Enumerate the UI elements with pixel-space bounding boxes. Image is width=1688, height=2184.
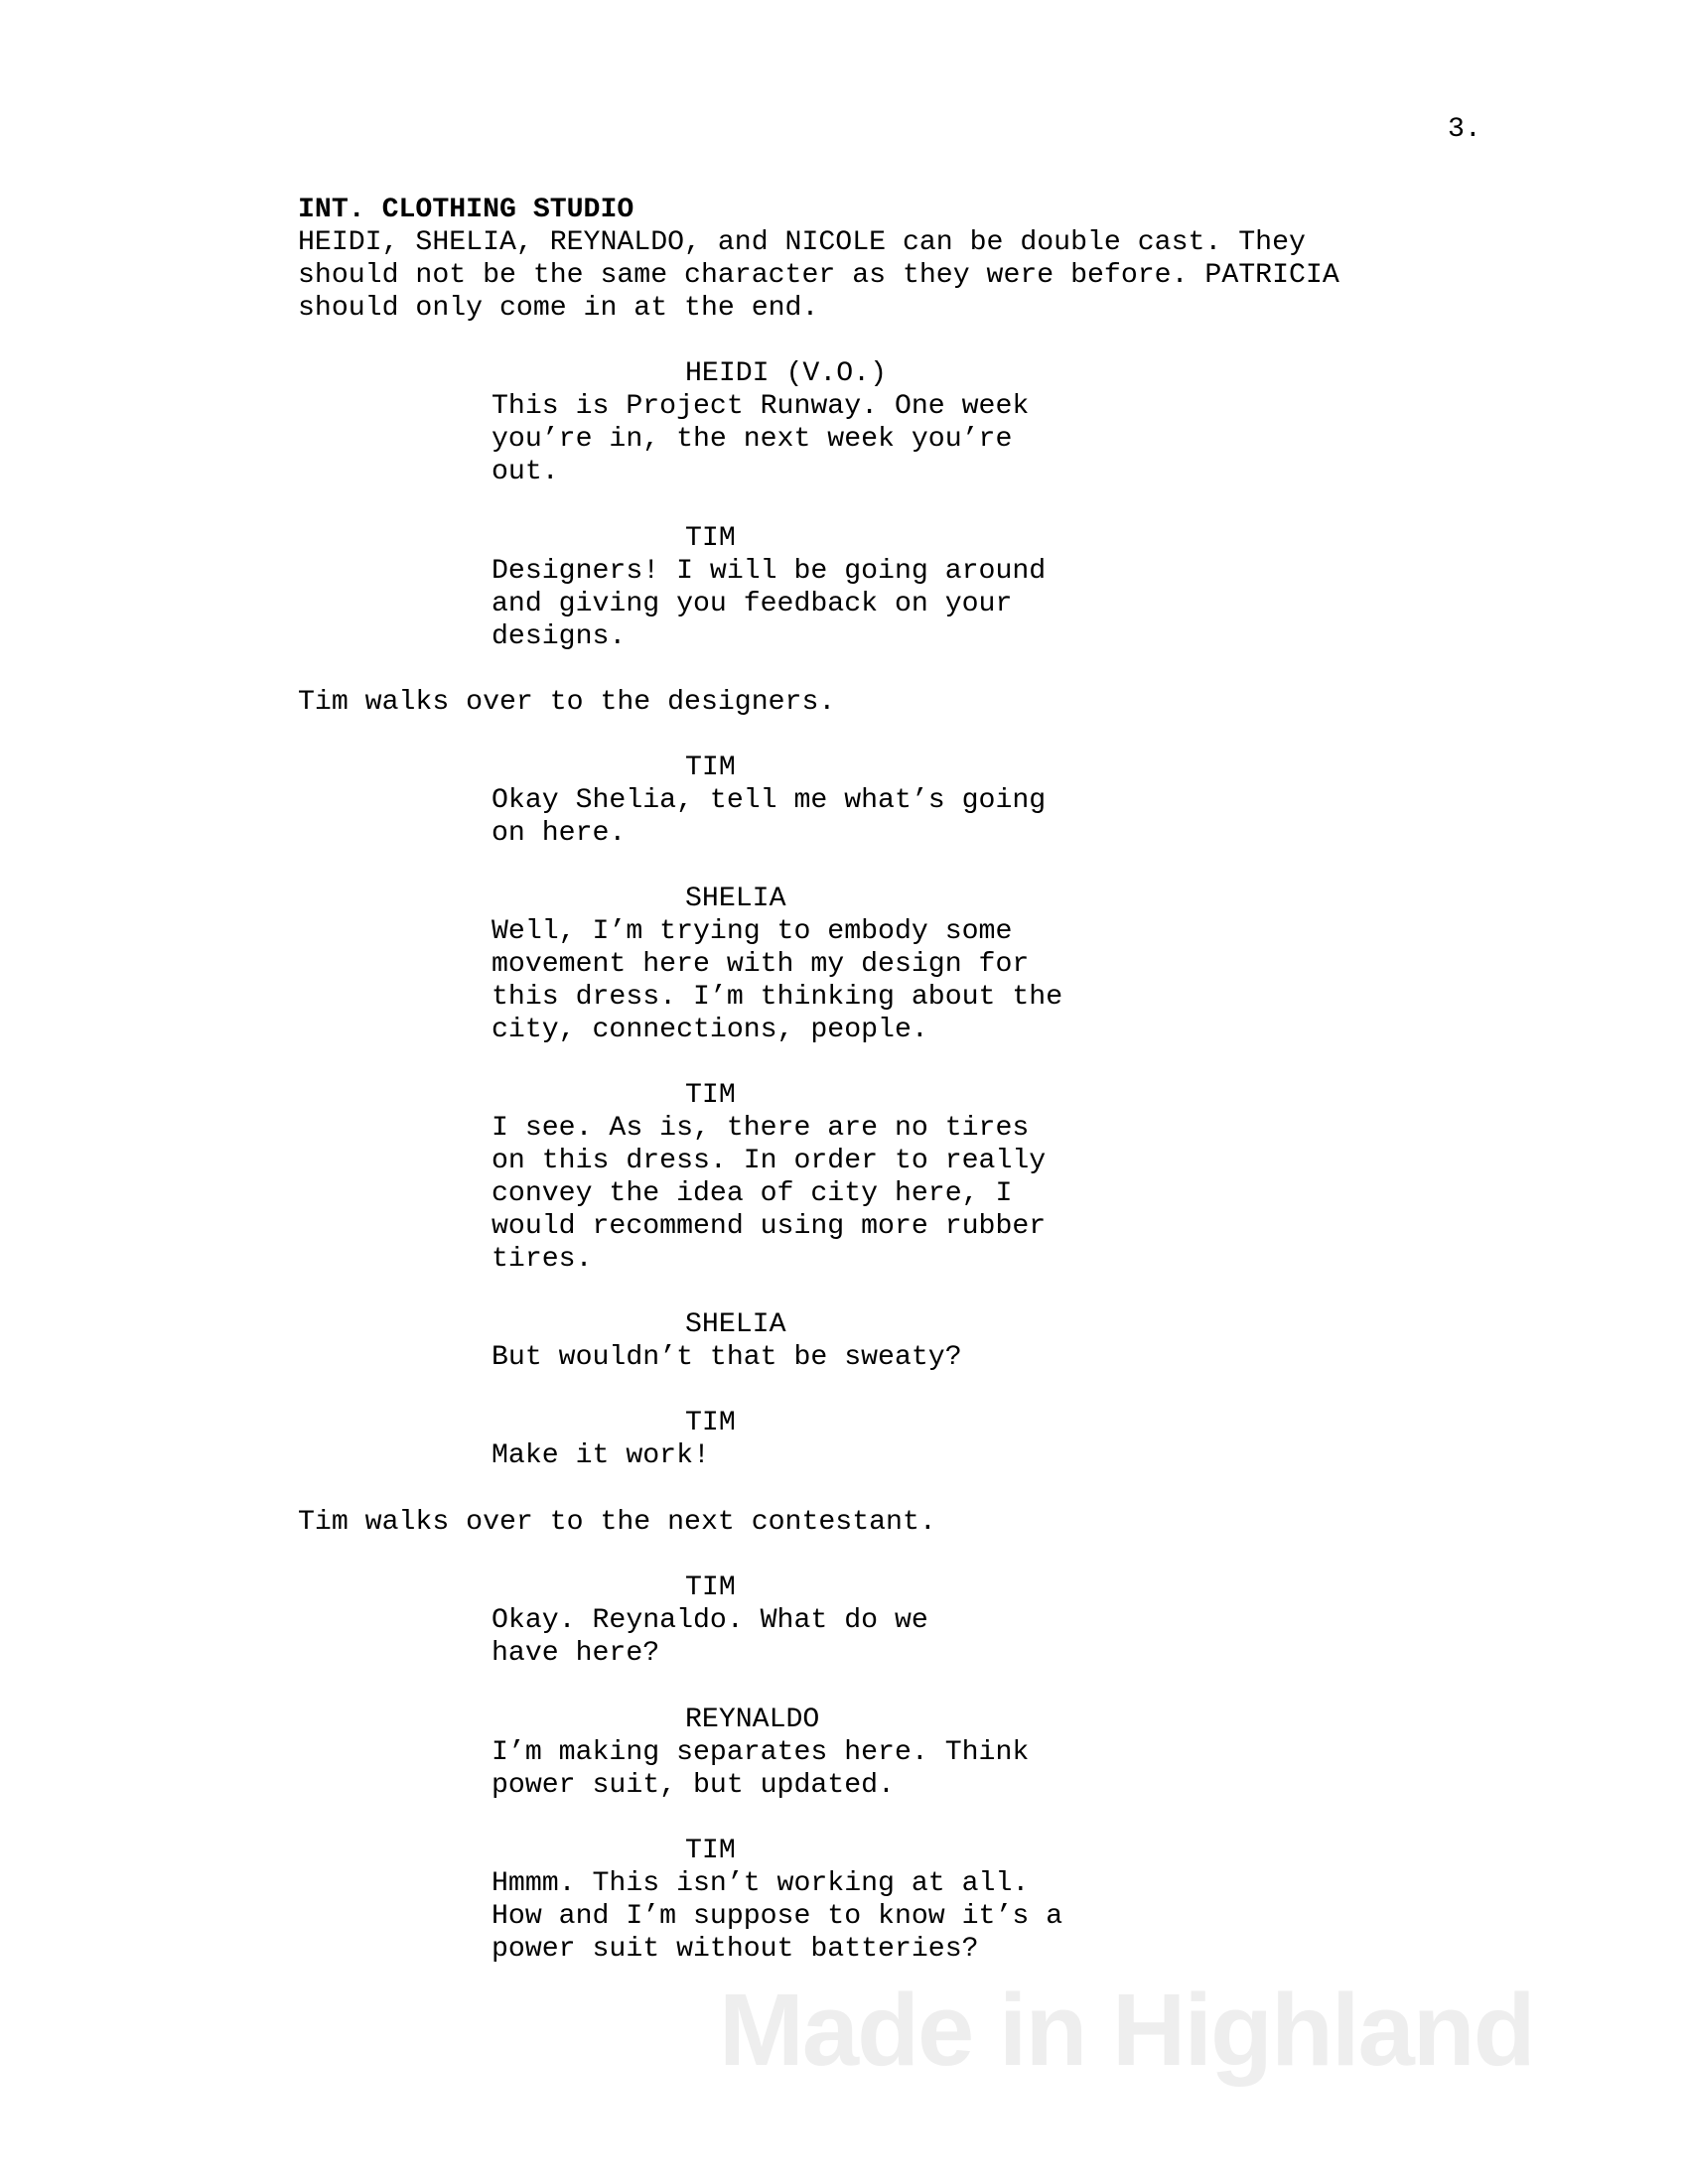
dialogue-line: power suit without batteries? bbox=[492, 1934, 979, 1965]
character-cue: TIM bbox=[685, 1408, 736, 1438]
dialogue-line: designs. bbox=[492, 621, 627, 652]
dialogue-line: on here. bbox=[492, 818, 627, 849]
dialogue-line: I see. As is, there are no tires bbox=[492, 1113, 1030, 1144]
dialogue-line: Designers! I will be going around bbox=[492, 556, 1047, 587]
character-cue: TIM bbox=[685, 752, 736, 783]
dialogue-line: this dress. I’m thinking about the bbox=[492, 982, 1063, 1013]
character-cue: TIM bbox=[685, 1836, 736, 1866]
dialogue-line: Well, I’m trying to embody some bbox=[492, 916, 1013, 947]
character-cue: TIM bbox=[685, 1572, 736, 1603]
dialogue-line: Hmmm. This isn’t working at all. bbox=[492, 1868, 1030, 1899]
page-number: 3. bbox=[1448, 114, 1481, 145]
dialogue-line: out. bbox=[492, 457, 559, 487]
dialogue-line: Okay Shelia, tell me what’s going bbox=[492, 785, 1047, 816]
dialogue-line: city, connections, people. bbox=[492, 1015, 928, 1045]
dialogue-line: would recommend using more rubber bbox=[492, 1211, 1047, 1242]
action-line: should not be the same character as they were before. PATRICIA bbox=[298, 260, 1339, 291]
character-cue: HEIDI (V.O.) bbox=[685, 358, 887, 389]
dialogue-line: on this dress. In order to really bbox=[492, 1146, 1047, 1176]
watermark: Made in Highland bbox=[719, 1973, 1534, 2087]
action-line: HEIDI, SHELIA, REYNALDO, and NICOLE can be double cast. They bbox=[298, 227, 1306, 258]
dialogue-line: convey the idea of city here, I bbox=[492, 1178, 1013, 1209]
character-cue: REYNALDO bbox=[685, 1705, 820, 1735]
dialogue-line: have here? bbox=[492, 1638, 660, 1669]
scene-heading: INT. CLOTHING STUDIO bbox=[298, 195, 634, 225]
dialogue-line: This is Project Runway. One week bbox=[492, 391, 1030, 422]
character-cue: SHELIA bbox=[685, 1309, 786, 1340]
dialogue-line: Make it work! bbox=[492, 1440, 710, 1471]
character-cue: TIM bbox=[685, 1080, 736, 1111]
dialogue-line: Okay. Reynaldo. What do we bbox=[492, 1605, 928, 1636]
dialogue-line: and giving you feedback on your bbox=[492, 589, 1013, 619]
dialogue-line: you’re in, the next week you’re bbox=[492, 424, 1013, 455]
dialogue-line: I’m making separates here. Think bbox=[492, 1737, 1030, 1768]
dialogue-line: movement here with my design for bbox=[492, 949, 1030, 980]
character-cue: SHELIA bbox=[685, 884, 786, 914]
dialogue-line: power suit, but updated. bbox=[492, 1770, 895, 1801]
dialogue-line: But wouldn’t that be sweaty? bbox=[492, 1342, 962, 1373]
action-line: Tim walks over to the designers. bbox=[298, 687, 836, 718]
action-line: Tim walks over to the next contestant. bbox=[298, 1507, 936, 1538]
character-cue: TIM bbox=[685, 523, 736, 554]
dialogue-line: tires. bbox=[492, 1244, 593, 1275]
action-line: should only come in at the end. bbox=[298, 293, 819, 324]
dialogue-line: How and I’m suppose to know it’s a bbox=[492, 1901, 1063, 1932]
